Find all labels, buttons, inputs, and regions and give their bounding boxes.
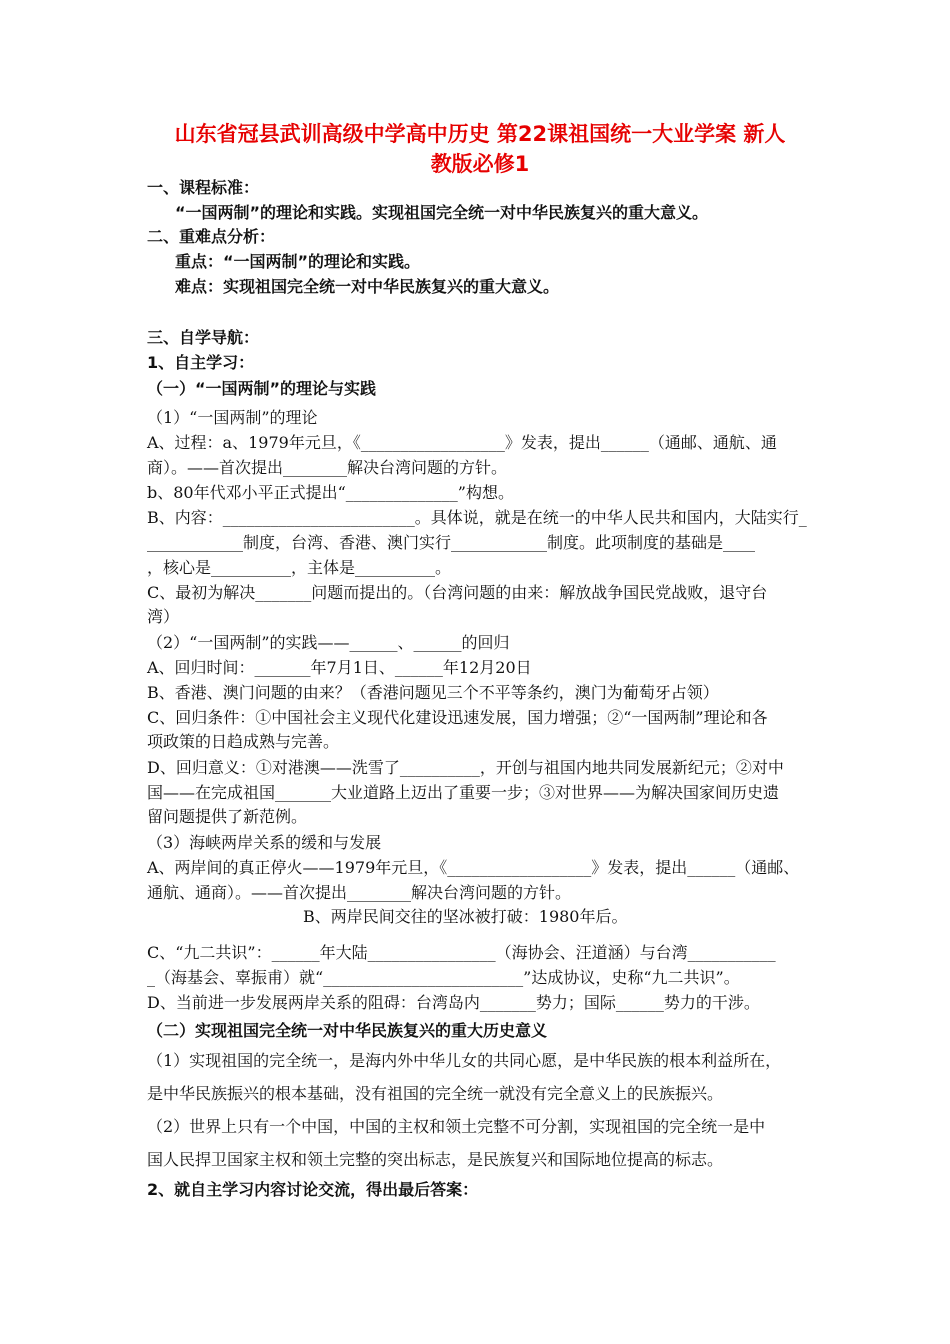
- section-heading-key-points: 二、重难点分析：: [147, 227, 276, 246]
- text-line: A、回归时间：_______年7月1日、______年12月20日: [147, 658, 532, 677]
- text-line: b、80年代邓小平正式提出“______________”构想。: [147, 483, 514, 502]
- text-line: 湾）: [147, 607, 180, 626]
- text-line: _（海基会、辜振甫）就“_________________________”达成协议，史称“九二共识”。: [147, 968, 740, 987]
- text-line: D、回归意义：①对港澳——洗雪了__________，开创与祖国内地共同发展新纪元；②对中: [147, 758, 784, 777]
- text-line: C、回归条件：①中国社会主义现代化建设迅速发展，国力增强；②“一国两制”理论和各: [147, 708, 768, 727]
- part1-heading: （一）“一国两制”的理论与实践: [147, 379, 377, 398]
- part1-topic1: （1）“一国两制”的理论: [147, 408, 318, 427]
- text-line: 商）。——首次提出________解决台湾问题的方针。: [147, 458, 508, 477]
- text-line: 通航、通商）。——首次提出________解决台湾问题的方针。: [147, 883, 572, 902]
- subheading-discussion: 2、就自主学习内容讨论交流，得出最后答案：: [147, 1180, 479, 1199]
- text-line: 是中华民族振兴的根本基础，没有祖国的完全统一就没有完全意义上的民族振兴。: [147, 1084, 724, 1103]
- part1-topic2: （2）“一国两制”的实践——______、______的回归: [147, 633, 510, 652]
- difficult-point-text: 难点：实现祖国完全统一对中华民族复兴的重大意义。: [175, 277, 560, 296]
- text-line: A、过程：a、1979年元旦，《__________________》发表，提出______（通邮、通航、通: [147, 433, 777, 452]
- section-heading-self-study: 三、自学导航：: [147, 328, 260, 347]
- text-line: B、内容：________________________。具体说，就是在统一的中华人民共和国内，大陆实行_: [147, 508, 807, 527]
- text-line: ____________制度，台湾、香港、澳门实行____________制度。此项制度的基础是____: [147, 533, 756, 552]
- part1-topic3: （3）海峡两岸关系的缓和与发展: [147, 833, 382, 852]
- key-point-text: 重点：“一国两制”的理论和实践。: [175, 252, 421, 271]
- text-line: D、当前进一步发展两岸关系的阻碍：台湾岛内_______势力；国际______势力的干涉。: [147, 993, 760, 1012]
- text-line: C、最初为解决_______问题而提出的。（台湾问题的由来：解放战争国民党战败，退守台: [147, 583, 768, 602]
- section-heading-standards: 一、课程标准：: [147, 178, 260, 197]
- text-line: （2）世界上只有一个中国，中国的主权和领土完整不可分割，实现祖国的完全统一是中: [147, 1117, 766, 1136]
- text-line: 国——在完成祖国_______大业道路上迈出了重要一步；③对世界——为解决国家间历史遗: [147, 783, 780, 802]
- text-line: 留问题提供了新范例。: [147, 807, 308, 826]
- text-line: 国人民捍卫国家主权和领土完整的突出标志，是民族复兴和国际地位提高的标志。: [147, 1150, 724, 1169]
- text-line: B、香港、澳门问题的由来？（香港问题见三个不平等条约，澳门为葡萄牙占领）: [147, 683, 719, 702]
- standards-text: “一国两制”的理论和实践。实现祖国完全统一对中华民族复兴的重大意义。: [175, 203, 709, 222]
- text-line: C、“九二共识”：______年大陆________________（海协会、汪道涵）与台湾___________: [147, 943, 776, 962]
- document-title-line1: 山东省冠县武训高级中学高中历史 第22课祖国统一大业学案 新人: [174, 122, 786, 146]
- text-line: 项政策的日趋成熟与完善。: [147, 732, 340, 751]
- text-line: ，核心是__________，主体是__________。: [147, 558, 452, 577]
- part2-heading: （二）实现祖国完全统一对中华民族复兴的重大历史意义: [147, 1021, 548, 1040]
- text-line: （1）实现祖国的完全统一，是海内外中华儿女的共同心愿，是中华民族的根本利益所在，: [147, 1051, 782, 1070]
- subheading-self-learning: 1、自主学习：: [147, 353, 255, 372]
- text-line: B、两岸民间交往的坚冰被打破：1980年后。: [303, 907, 628, 926]
- document-title-line2: 教版必修1: [430, 152, 530, 176]
- text-line: A、两岸间的真正停火——1979年元旦，《__________________》发表，提出______（通邮、: [147, 858, 800, 877]
